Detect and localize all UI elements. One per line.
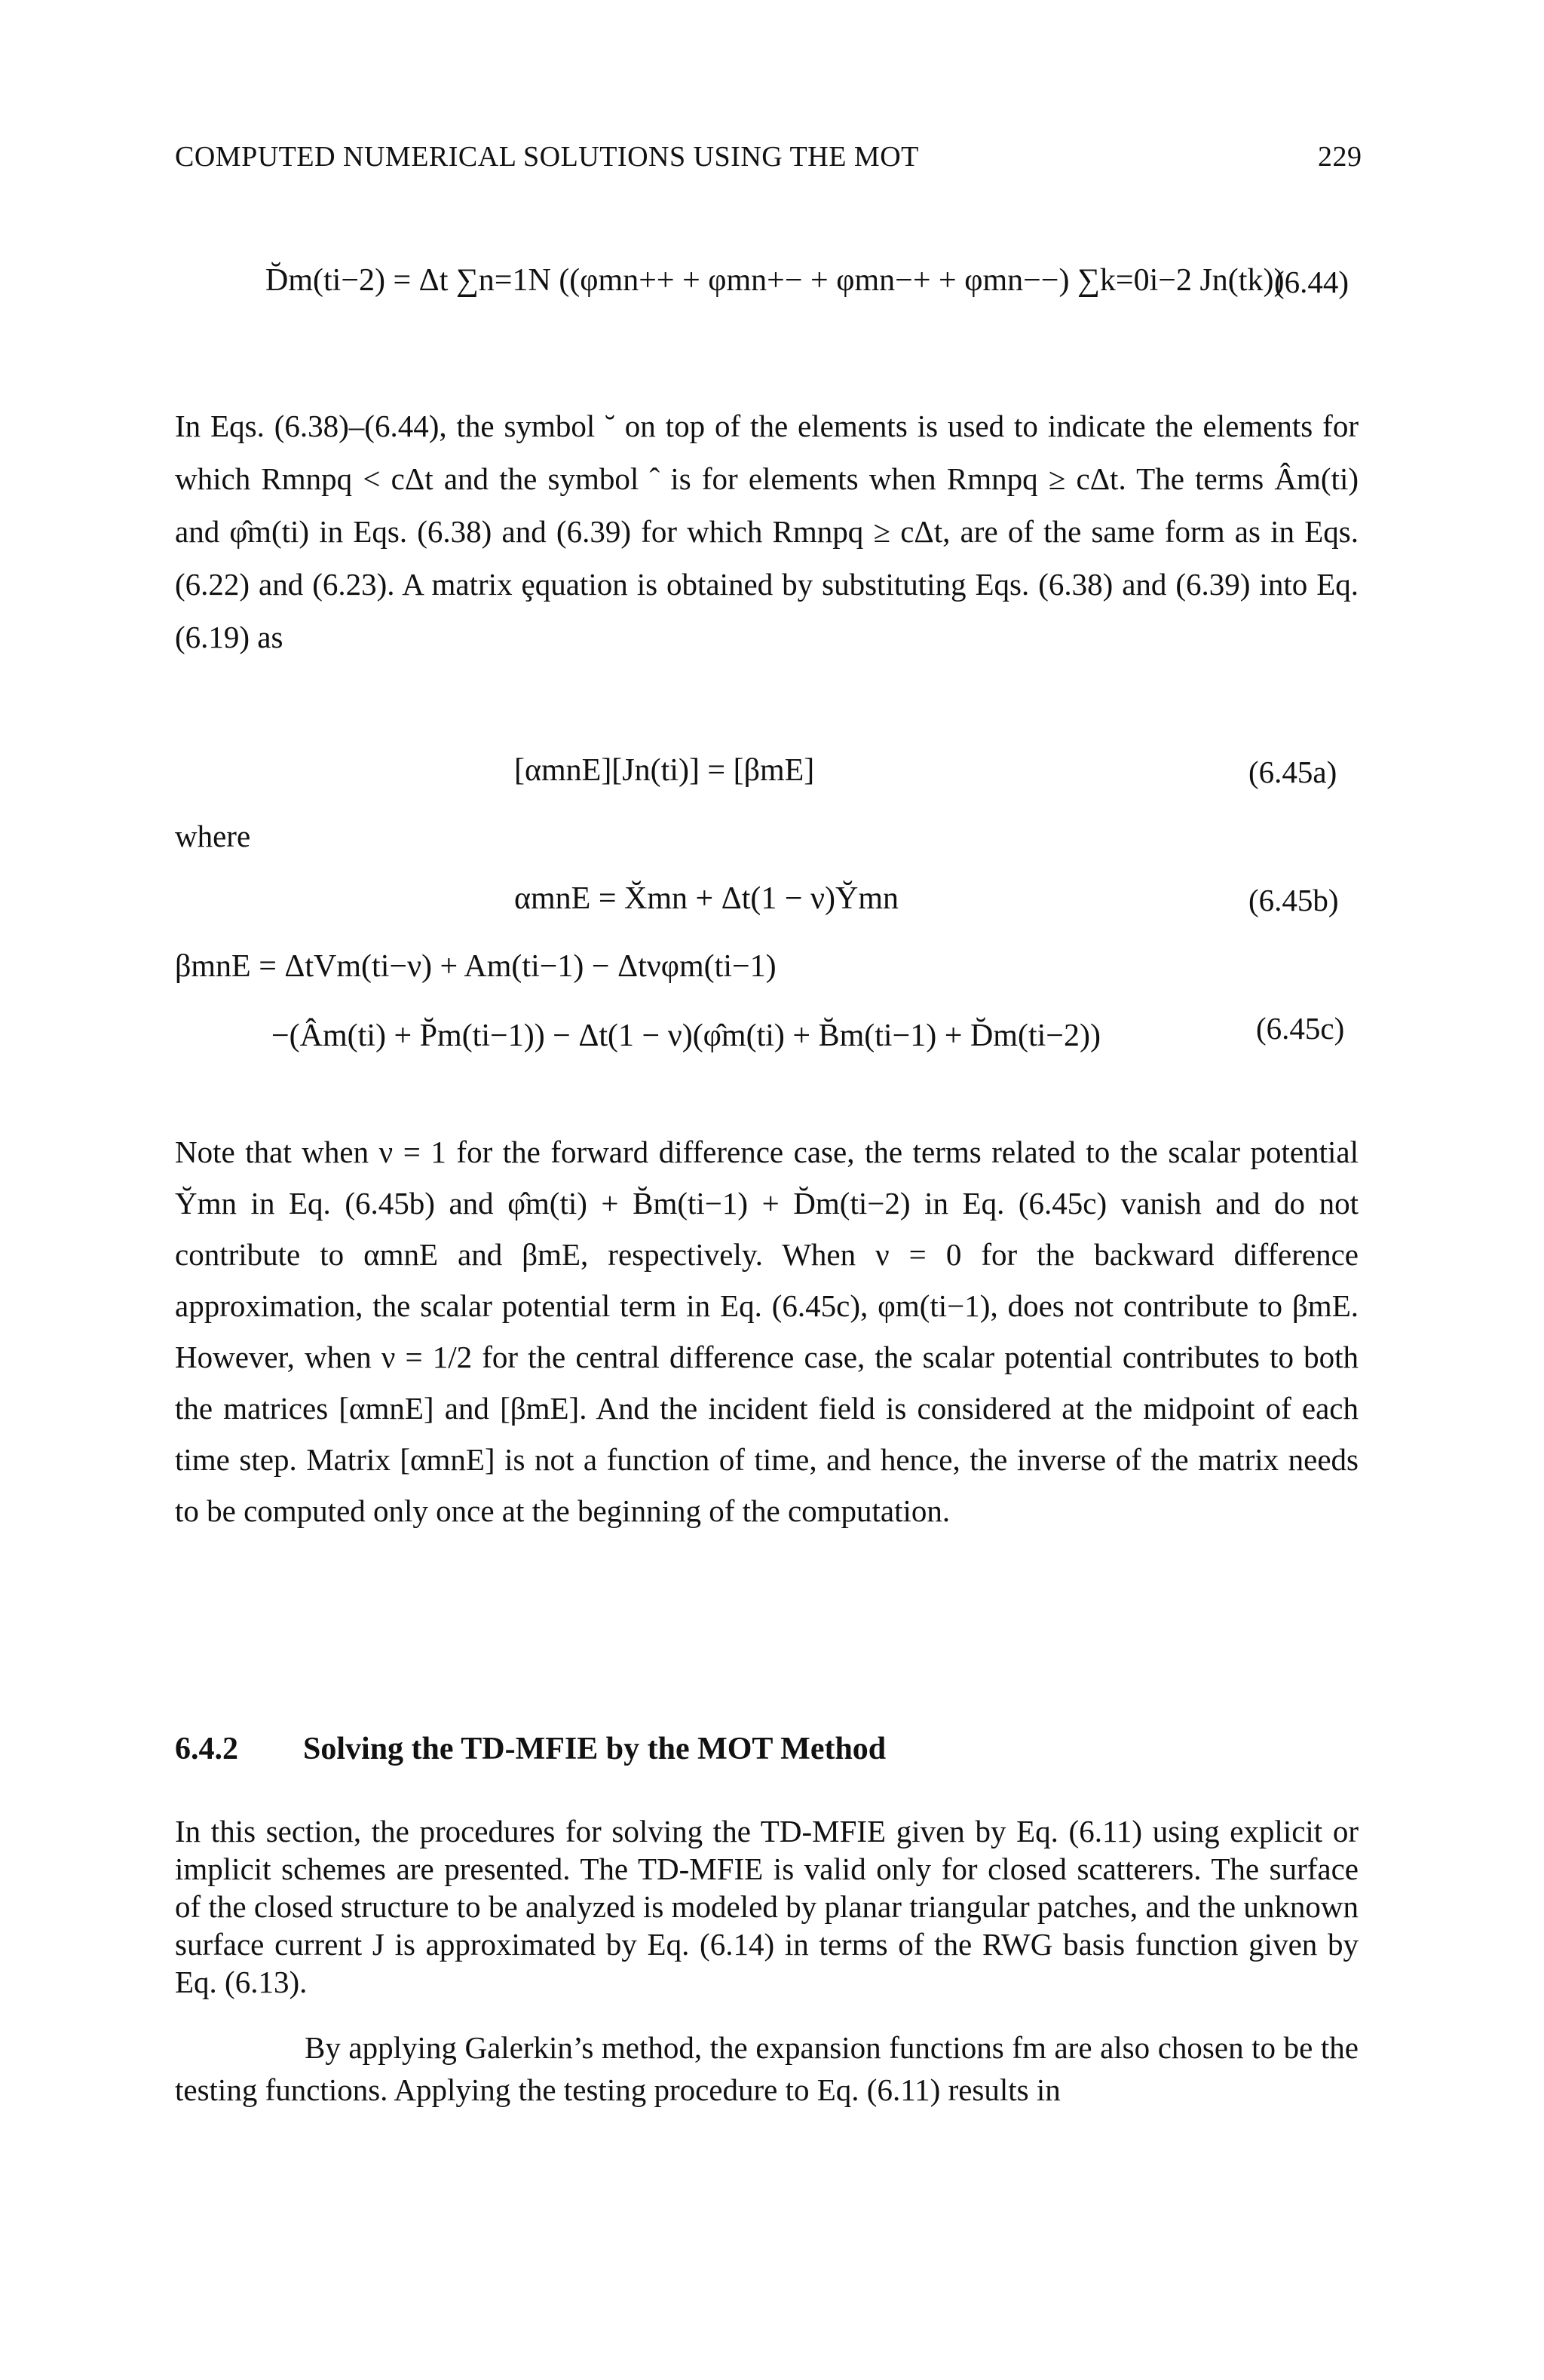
equation-6-45c-line-2: −(Âm(ti) + P̆m(ti−1)) − Δt(1 − ν)(φ̂m(ti) + B̆m(ti−1) + D̆m(ti−2)) [271, 1018, 1101, 1053]
equation-6-45a: [αmnE][Jn(ti)] = [βmE] [514, 753, 815, 788]
paragraph-1: In Eqs. (6.38)–(6.44), the symbol ˘ on top of the elements is used to indicate the elements for which Rmnpq < cΔt and the symbol ˆ is for elements when Rmnpq ≥ cΔt. The terms Âm(ti) and φ̂m(ti) in Eqs. (6.38) and (6.39) for which Rmnpq ≥ cΔt, are of the same form as in Eqs. (6.22) and (6.23). A matrix ȩquation is obtained by substituting Eqs. (6.38) and (6.39) into Eq. (6.19) as [175, 409, 1359, 654]
equation-6-45b: αmnE = X̆mn + Δt(1 − ν)Y̆mn [514, 881, 899, 916]
equation-number-6-44: (6.44) [1274, 265, 1349, 299]
running-title: COMPUTED NUMERICAL SOLUTIONS USING THE MOT [175, 141, 919, 173]
where-label: where [175, 819, 251, 853]
page-number: 229 [1318, 141, 1362, 173]
equation-number-6-45a: (6.45a) [1248, 755, 1337, 789]
section-title: Solving the TD-MFIE by the MOT Method [303, 1732, 887, 1766]
paragraph-3: In this section, the procedures for solving the TD-MFIE given by Eq. (6.11) using explicit or implicit schemes are presented. The TD-MFIE is valid only for closed scatterers. The surface of the closed structure to be analyzed is modeled by planar triangular patches, and the unknown surface current J is approximated by Eq. (6.14) in terms of the RWG basis function given by Eq. (6.13). [175, 1814, 1359, 1999]
equation-number-6-45c: (6.45c) [1256, 1011, 1345, 1046]
paragraph-4: By applying Galerkin’s method, the expansion functions fm are also chosen to be the testing functions. Applying the testing procedure to Eq. (6.11) results in [175, 2030, 1359, 2107]
equation-6-44: D̆m(ti−2) = Δt ∑n=1N ((φmn++ + φmn+− + φmn−+ + φmn−−) ∑k=0i−2 Jn(tk)) [265, 263, 1285, 298]
section-number: 6.4.2 [175, 1732, 238, 1766]
paragraph-2: Note that when ν = 1 for the forward difference case, the terms related to the scalar potential Y̆mn in Eq. (6.45b) and φ̂m(ti) + B̆m(ti−1) + D̆m(ti−2) in Eq. (6.45c) vanish and do not contribute to αmnE and βmE, respectively. When ν = 0 for the backward difference approximation, the scalar potential term in Eq. (6.45c), φm(ti−1), does not contribute to βmE. However, when ν = 1/2 for the central difference case, the scalar potential contributes to both the matrices [αmnE] and [βmE]. And the incident field is considered at the midpoint of each time step. Matrix [αmnE] is not a function of time, and hence, the inverse of the matrix needs to be computed only once at the beginning of the computation. [175, 1135, 1359, 1528]
equation-number-6-45b: (6.45b) [1248, 883, 1339, 917]
equation-6-45c-line-1: βmnE = ΔtVm(ti−ν) + Am(ti−1) − Δtνφm(ti−1) [175, 949, 777, 984]
